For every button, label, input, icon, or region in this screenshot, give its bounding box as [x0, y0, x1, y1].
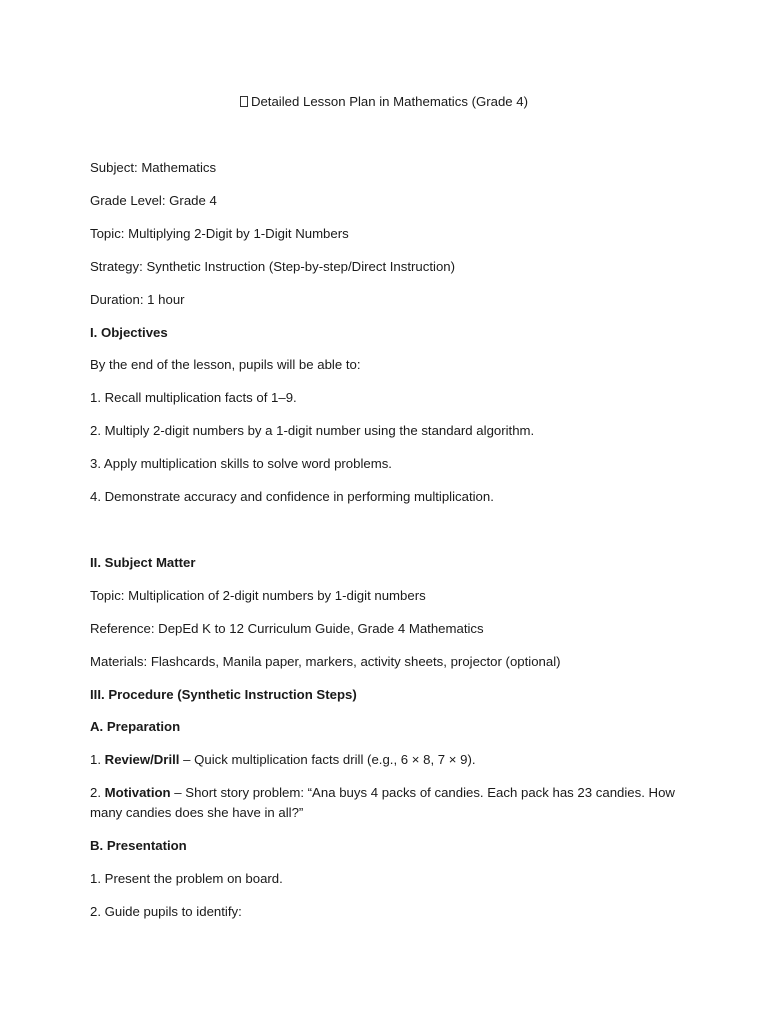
item-label: Motivation — [104, 785, 171, 800]
item-number: 1. — [90, 752, 105, 767]
objective-item: 4. Demonstrate accuracy and confidence in performing multiplication. — [90, 489, 494, 504]
strategy-line: Strategy: Synthetic Instruction (Step-by-step/Direct Instruction) — [90, 259, 456, 274]
preparation-item-review — [90, 750, 690, 770]
preparation-item-motivation — [90, 783, 690, 823]
subject-matter-heading: II. Subject Matter — [90, 555, 196, 570]
grade-level-line: Grade Level: Grade 4 — [90, 193, 217, 208]
topic-line: Topic: Multiplying 2-Digit by 1-Digit Numbers — [90, 226, 349, 241]
missing-glyph-icon — [240, 96, 248, 107]
presentation-item: 1. Present the problem on board. — [90, 871, 283, 886]
item-text: – Short story problem: “Ana buys 4 packs of candies. Each pack has 23 candies. How many candies does she have in all?” — [90, 785, 675, 820]
objective-item: 1. Recall multiplication facts of 1–9. — [90, 390, 297, 405]
document-title — [0, 93, 768, 111]
preparation-heading: A. Preparation — [90, 719, 181, 734]
item-label: Review/Drill — [104, 752, 180, 767]
subject-matter-materials: Materials: Flashcards, Manila paper, markers, activity sheets, projector (optional) — [90, 654, 561, 669]
item-text: – Quick multiplication facts drill (e.g., 6 × 8, 7 × 9). — [179, 752, 476, 767]
subject-line: Subject: Mathematics — [90, 160, 217, 175]
objectives-heading: I. Objectives — [90, 325, 168, 340]
procedure-heading: III. Procedure (Synthetic Instruction Steps) — [90, 687, 357, 702]
duration-line: Duration: 1 hour — [90, 292, 185, 307]
subject-matter-reference: Reference: DepEd K to 12 Curriculum Guide, Grade 4 Mathematics — [90, 621, 484, 636]
objectives-intro: By the end of the lesson, pupils will be able to: — [90, 357, 361, 372]
objective-item: 3. Apply multiplication skills to solve word problems. — [90, 456, 392, 471]
presentation-heading: B. Presentation — [90, 838, 187, 853]
document-title-text: Detailed Lesson Plan in Mathematics (Grade 4) — [250, 94, 529, 109]
objective-item: 2. Multiply 2-digit numbers by a 1-digit number using the standard algorithm. — [90, 423, 535, 438]
item-number: 2. — [90, 785, 105, 800]
presentation-item: 2. Guide pupils to identify: — [90, 904, 242, 919]
subject-matter-topic: Topic: Multiplication of 2-digit numbers by 1-digit numbers — [90, 588, 426, 603]
